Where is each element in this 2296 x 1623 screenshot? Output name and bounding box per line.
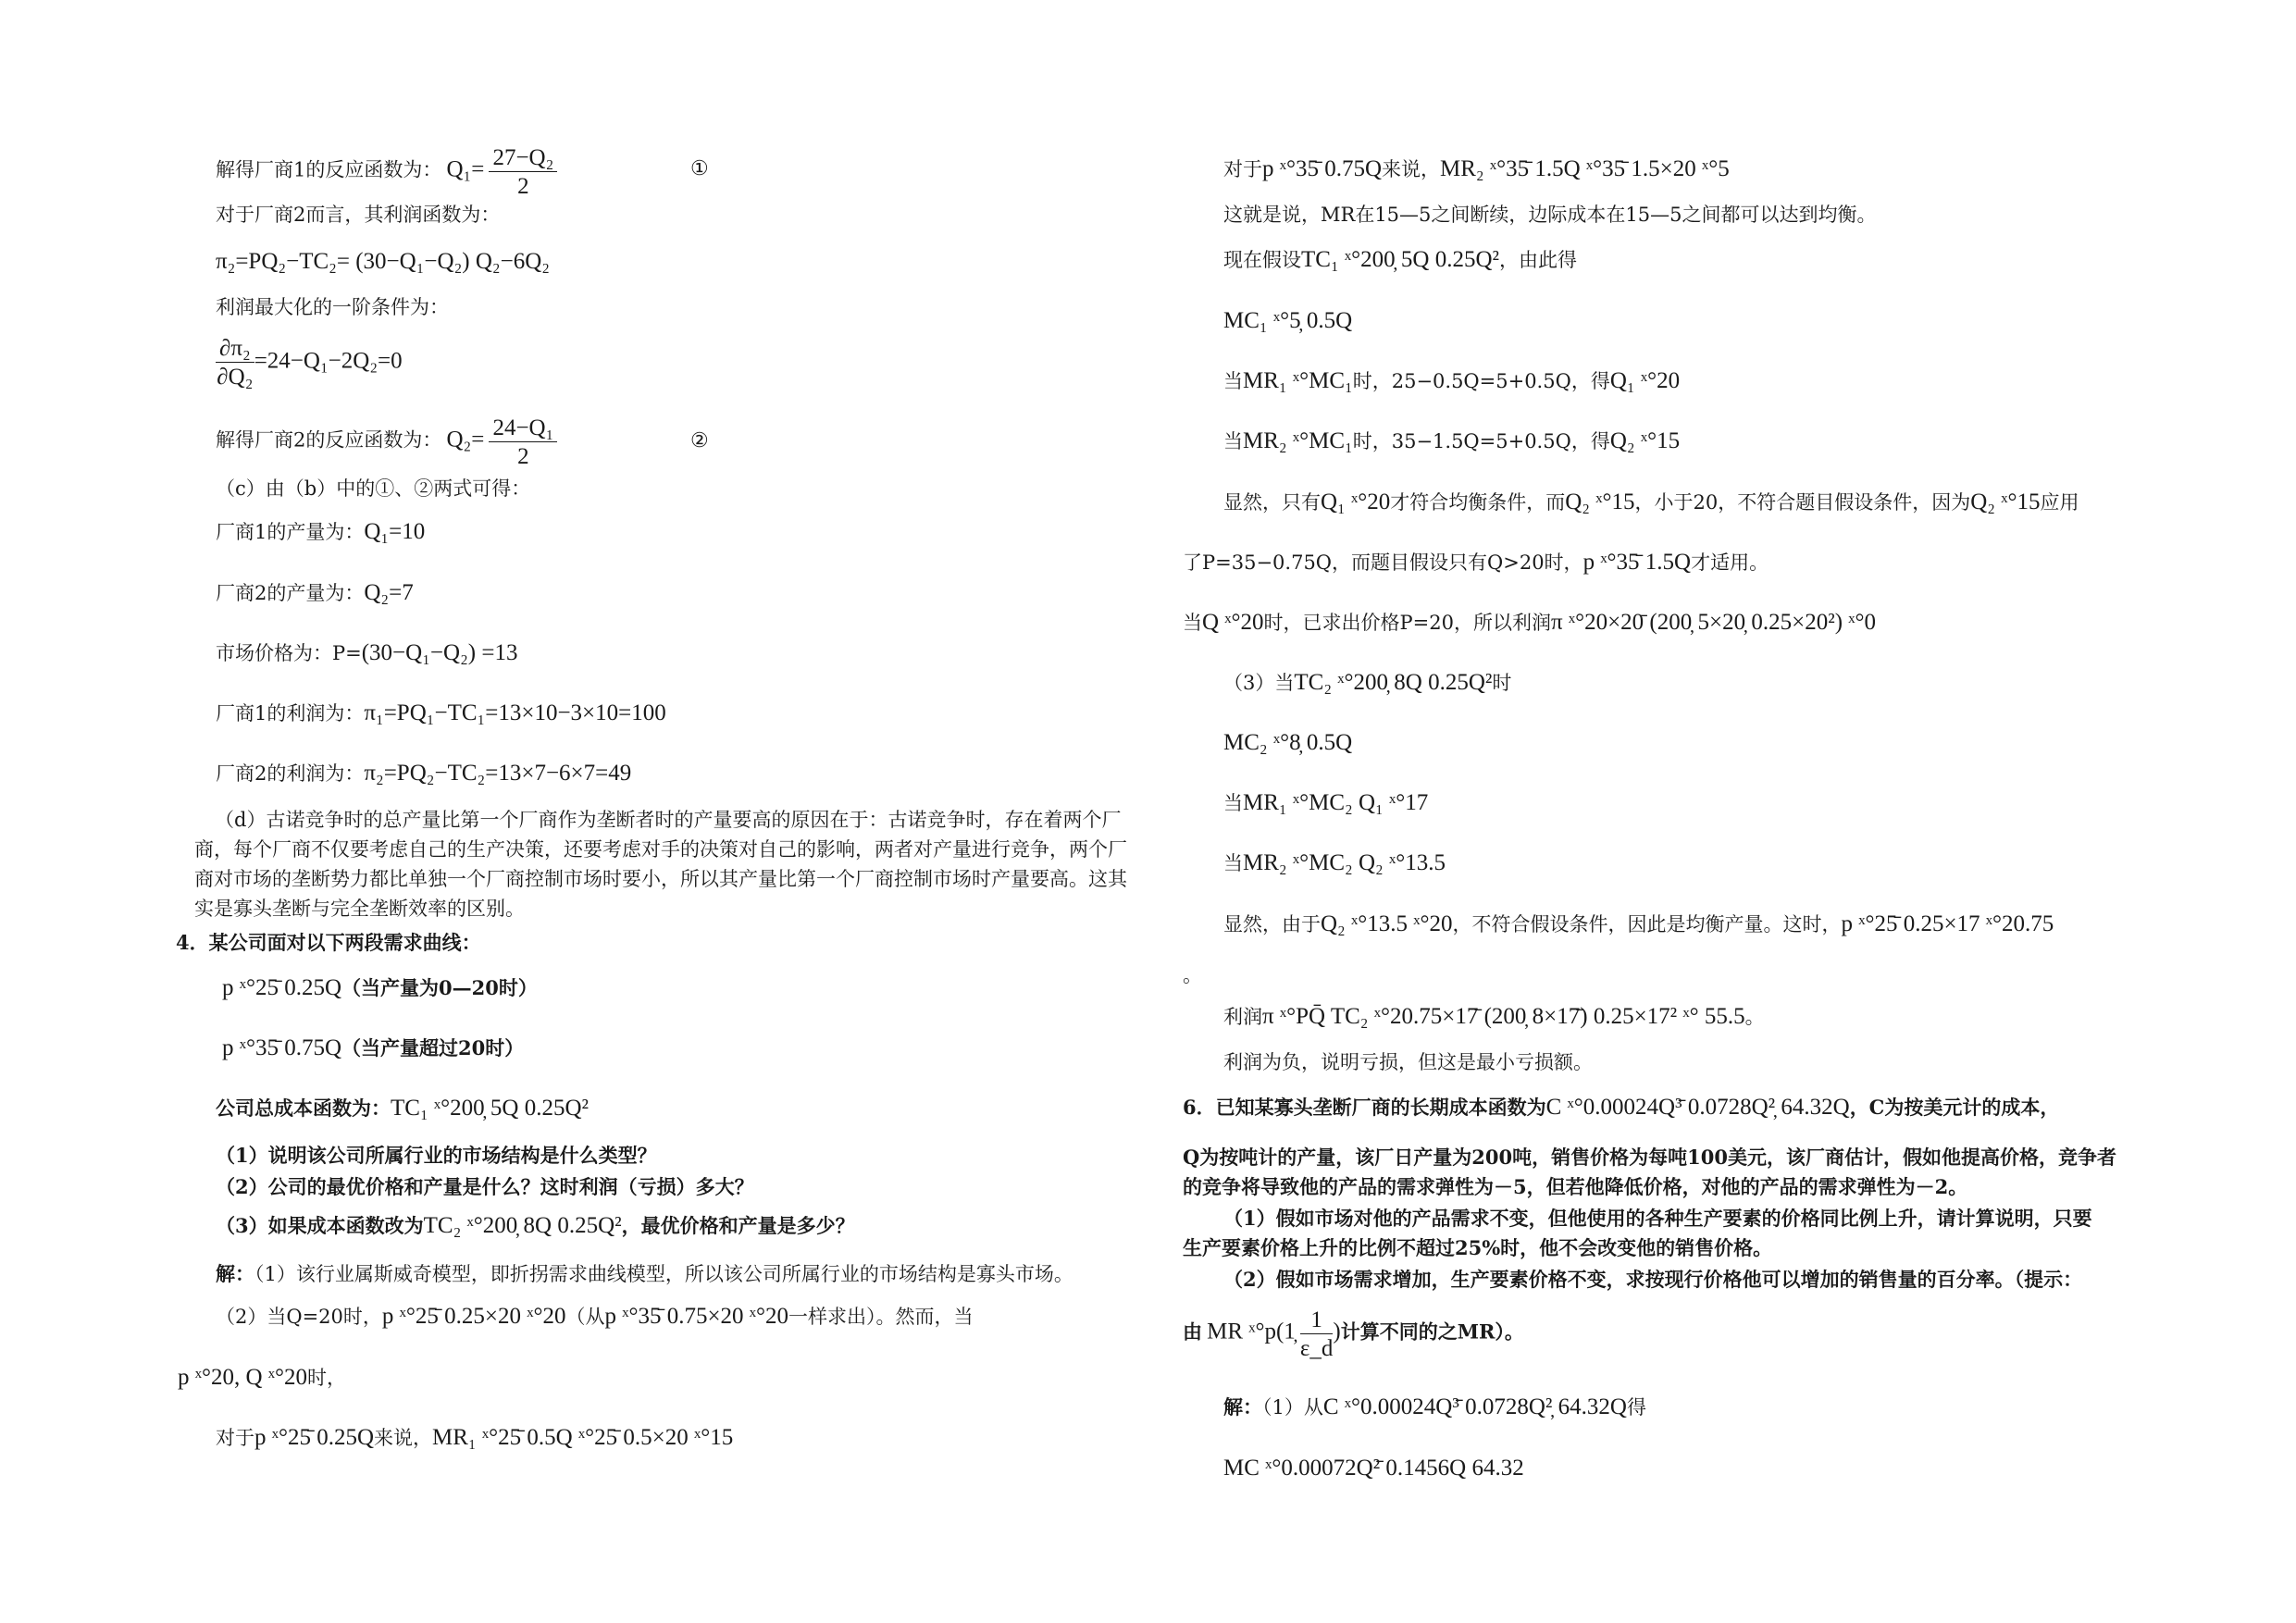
question-6-2: （2）假如市场需求增加，生产要素价格不变，求按现行价格他可以增加的销售量的百分率。（提示： <box>1223 1268 2083 1291</box>
text-line: 这就是说，MR在15—5之间断续，边际成本在15—5之间都可以达到均衡。 <box>1223 204 1877 226</box>
text: （3）如果成本函数改为 <box>216 1214 424 1237</box>
math: MR₁ ˣ°25̄ 0.5Q ˣ°25̄ 0.5×20 ˣ°15 <box>432 1425 734 1450</box>
solution-2-line <box>216 1305 974 1328</box>
mr2-mc2-condition <box>1223 851 1446 874</box>
text: 当 <box>1223 430 1243 452</box>
demand-curve-1 <box>222 976 538 999</box>
math: TC₁ ˣ°200̦ 5Q 0.25Q² <box>391 1096 589 1121</box>
solution-label: 解： <box>216 1262 254 1285</box>
mr2-mc1-condition <box>1223 429 1680 452</box>
equation-marker-2: ② <box>690 429 709 452</box>
text: 一样求出）。然而，当 <box>788 1306 974 1328</box>
text: 时，已求出价格P=20，所以利润 <box>1263 612 1551 634</box>
math: Q₁ ˣ°20 <box>1321 489 1391 514</box>
question-6-1: （1）假如市场对他的产品需求不变，但他使用的各种生产要素的价格同比例上升，请计算说明，只要 <box>1223 1207 2092 1230</box>
math: Q₂ ˣ°15 <box>1565 489 1635 514</box>
text: （当产量超过20时） <box>341 1036 525 1059</box>
denominator: ∂Q₂ <box>217 365 254 390</box>
profit-at-20 <box>1183 611 1876 634</box>
math: Q₂ ˣ°13.5 ˣ°20 <box>1321 911 1453 936</box>
math: =24−Q₁−2Q₂=0 <box>254 348 403 374</box>
text-line: 生产要素价格上升的比例不超过25%时，他不会改变他的销售价格。 <box>1183 1236 1773 1259</box>
text-line: 利润最大化的一阶条件为： <box>216 296 449 318</box>
numerator: ∂π₂ <box>216 337 254 363</box>
math: Q₂ ˣ°15 <box>1970 489 2041 514</box>
text: （当产量为0—20时） <box>341 976 538 999</box>
math: π₂=PQ₂−TC₂=13×7−6×7=49 <box>364 761 632 786</box>
text: 计算不同的之MR）。 <box>1340 1319 1524 1344</box>
denominator: 2 <box>517 444 529 469</box>
fraction <box>489 146 557 198</box>
numerator: 27−Q₂ <box>489 146 557 172</box>
math: π₁=PQ₁−TC₁=13×10−3×10=100 <box>364 700 666 725</box>
math: Q₁=10 <box>364 519 426 544</box>
math: p ˣ°20, Q ˣ°20 <box>178 1365 308 1390</box>
text: 当 <box>1223 792 1243 814</box>
math: Q₁ ˣ°20 <box>1609 368 1681 393</box>
text: （1）从 <box>1262 1396 1323 1419</box>
math: Q₂ ˣ°15 <box>1609 428 1681 453</box>
text-line: Q为按吨计的产量，该厂日产量为200吨，销售价格为每吨100美元，该厂商估计，假如他提高价格，竞争者 <box>1183 1146 2116 1169</box>
text: 时，35−1.5Q=5+0.5Q，得 <box>1352 430 1610 452</box>
text: ，小于20，不符合题目假设条件，因为 <box>1634 491 1971 514</box>
text-line: 的竞争将导致他的产品的需求弹性为－5，但若他降低价格，对他的产品的需求弹性为－2。 <box>1183 1175 1968 1198</box>
equation-marker-1: ① <box>690 157 709 180</box>
mr1-mc2-condition <box>1223 791 1428 814</box>
math: Q₁= <box>446 156 485 182</box>
text: 来说， <box>1382 158 1441 180</box>
mr1-mc1-condition <box>1223 369 1680 392</box>
text: 利润 <box>1223 1006 1262 1028</box>
equilibrium-output <box>1223 912 2054 935</box>
question-6-heading <box>1183 1096 2059 1119</box>
math: MR₂ ˣ°MC₁ <box>1243 428 1353 453</box>
total-cost-function <box>216 1096 589 1120</box>
math: C ˣ°0.00024Q³̄ 0.0728Q²̦ 64.32Q <box>1545 1095 1850 1120</box>
text: 对于 <box>216 1427 254 1449</box>
math: ) <box>1333 1319 1341 1344</box>
math: TC₁ ˣ°200̦ 5Q 0.25Q² <box>1301 247 1499 272</box>
text: 6．已知某寡头垄断厂商的长期成本函数为 <box>1183 1096 1546 1119</box>
reaction-function-2 <box>216 416 557 468</box>
reaction-function-1 <box>216 146 557 198</box>
paragraph-d: （d）古诺竞争时的总产量比第一个厂商作为垄断者时的产量要高的原因在于：古诺竞争时，存在着两个厂商，每个厂商不仅要考虑自己的生产决策，还要考虑对手的决策对自己的影响，两者对产量进行竞争，两个厂商对市场的垄断势力都比单独一个厂商控制市场时要小，所以其产量比第一个厂商控制市场时产量要高。这其实是寡头垄断与完全垄断效率的区别。 <box>194 809 1127 920</box>
text-line: 对于厂商2而言，其利润函数为： <box>216 204 501 226</box>
mr1-derivation <box>216 1426 733 1449</box>
mr2-derivation <box>1223 157 1730 180</box>
fraction <box>216 337 254 389</box>
text: 当 <box>1223 370 1243 392</box>
question-4-heading: 4．某公司面对以下两段需求曲线： <box>176 931 481 954</box>
text: 现在假设 <box>1223 249 1301 271</box>
text: ，不符合假设条件，因此是均衡产量。这时， <box>1452 913 1842 935</box>
math: p ˣ°35̄ 1.5Q <box>1582 550 1692 575</box>
denominator: ε_d <box>1299 1336 1334 1361</box>
denominator: 2 <box>517 174 529 199</box>
text: 来说， <box>374 1427 433 1449</box>
math: p ˣ°35̄ 0.75×20 ˣ°20 <box>604 1304 789 1329</box>
math: C ˣ°0.00024Q³̄ 0.0728Q²̦ 64.32Q <box>1322 1394 1627 1419</box>
text: 显然，由于 <box>1223 913 1321 935</box>
text-line: 利润为负，说明亏损，但这是最小亏损额。 <box>1223 1051 1593 1073</box>
math: p ˣ°25̄ 0.25×20 ˣ°20 <box>381 1304 566 1329</box>
text: 。 <box>1744 1006 1765 1028</box>
text: 对于 <box>1223 158 1262 180</box>
text: 解得厂商1的反应函数为： <box>216 158 442 181</box>
mc2-equation: MC₂ ˣ°8̦ 0.5Q <box>1223 730 1353 755</box>
text: 当 <box>1223 852 1243 874</box>
text: 时，25−0.5Q=5+0.5Q，得 <box>1352 370 1610 392</box>
math: Q ˣ°20 <box>1202 610 1264 635</box>
demand-curve-2 <box>222 1036 524 1059</box>
text: ，由此得 <box>1499 249 1577 271</box>
math: p ˣ°35̄ 0.75Q <box>222 1035 342 1060</box>
solution-label: 解： <box>1223 1395 1262 1419</box>
text: ，最优价格和产量是多少？ <box>621 1214 855 1237</box>
text: 应用 <box>2040 491 2079 514</box>
text: 时， <box>307 1367 347 1389</box>
math: Q₂= <box>446 427 485 452</box>
text: 由 <box>1183 1319 1202 1344</box>
profit-calc <box>1223 1005 1765 1028</box>
mc1-equation: MC₁ ˣ°5̦ 0.5Q <box>1223 308 1353 333</box>
math: TC₂ ˣ°200̦ 8Q 0.25Q² <box>423 1213 622 1238</box>
text: ，C为按美元计的成本， <box>1849 1096 2060 1119</box>
question-1: （1）说明该公司所属行业的市场结构是什么类型？ <box>216 1144 657 1167</box>
math: p ˣ°25̄ 0.25×17 ˣ°20.75 <box>1841 911 2054 936</box>
question-2: （2）公司的最优价格和产量是什么？这时利润（亏损）多大？ <box>216 1175 754 1198</box>
math: MR ˣ°p(1̦ <box>1207 1319 1296 1344</box>
text: （从 <box>565 1306 605 1328</box>
numerator: 1 <box>1300 1308 1334 1334</box>
solution-2-condition <box>178 1366 346 1389</box>
text: 厂商2的利润为： <box>216 762 365 785</box>
right-column <box>1157 0 2296 1623</box>
output-firm-2 <box>216 581 414 604</box>
math: (30−Q₁−Q₂) =13 <box>361 640 518 665</box>
text: 才符合均衡条件，而 <box>1390 491 1566 514</box>
equilibrium-check-cont <box>1183 551 1769 574</box>
math: TC₂ ˣ°200̦ 8Q 0.25Q² <box>1294 670 1493 695</box>
mr-hint <box>1183 1308 1524 1360</box>
math: MR₁ ˣ°MC₂ Q₁ ˣ°17 <box>1243 790 1429 815</box>
profit-firm-2 <box>216 762 631 785</box>
text: （1）该行业属斯威奇模型，即折拐需求曲线模型，所以该公司所属行业的市场结构是寡头市场。 <box>254 1263 1074 1285</box>
math: MR₁ ˣ°MC₁ <box>1243 368 1353 393</box>
math: p ˣ°35̄ 0.75Q <box>1262 156 1383 181</box>
math: Q₂=7 <box>364 580 414 605</box>
text: 市场价格为：P= <box>216 642 362 664</box>
market-price <box>216 641 517 664</box>
text: （2）当Q=20时， <box>216 1306 382 1328</box>
text: 解得厂商2的反应函数为： <box>216 428 442 452</box>
text: 得 <box>1626 1396 1646 1419</box>
mc-equation: MC ˣ°0.00072Q²̄ 0.1456Q 64.32 <box>1223 1456 1524 1481</box>
math: p ˣ°25̄ 0.25Q <box>222 975 342 1000</box>
profit-function-2: π₂=PQ₂−TC₂= (30−Q₁−Q₂) Q₂−6Q₂ <box>216 249 550 274</box>
tc2-case <box>1223 671 1511 694</box>
math: π ˣ°PQ̄ TC₂ ˣ°20.75×17̄ (200̦ 8×17̄) 0.25×17² ˣ° 55.5 <box>1262 1004 1745 1029</box>
text: 公司总成本函数为： <box>216 1096 391 1120</box>
tc1-assumption <box>1223 248 1577 271</box>
text: 时 <box>1492 672 1512 694</box>
profit-firm-1 <box>216 701 666 725</box>
text: 当 <box>1183 612 1202 634</box>
math: π ˣ°20×20̄ (200̦ 5×20̦ 0.25×20²) ˣ°0 <box>1550 610 1876 635</box>
text: 厂商1的利润为： <box>216 702 365 725</box>
text-line: 。 <box>1183 964 1202 986</box>
question-3 <box>216 1214 855 1237</box>
text: 厂商2的产量为： <box>216 582 365 604</box>
fraction <box>1300 1308 1334 1360</box>
first-order-condition <box>216 337 403 389</box>
text: 才适用。 <box>1691 551 1769 574</box>
text: 了P=35−0.75Q，而题目假设只有Q>20时， <box>1183 551 1583 574</box>
solution-1 <box>216 1264 1074 1284</box>
numerator: 24−Q₁ <box>489 416 557 442</box>
math: MR₂ ˣ°MC₂ Q₂ ˣ°13.5 <box>1243 850 1446 875</box>
text: 厂商1的产量为： <box>216 521 365 543</box>
fraction <box>489 416 557 468</box>
math: MR₂ ˣ°35̄ 1.5Q ˣ°35̄ 1.5×20 ˣ°5 <box>1440 156 1730 181</box>
math: p ˣ°25̄ 0.25Q <box>254 1425 375 1450</box>
text: （3）当 <box>1223 672 1295 694</box>
text-line: （c）由（b）中的①、②两式可得： <box>216 477 531 500</box>
solution-6-1 <box>1223 1395 1646 1419</box>
output-firm-1 <box>216 520 425 543</box>
equilibrium-check <box>1223 490 2079 514</box>
text: 显然，只有 <box>1223 491 1321 514</box>
